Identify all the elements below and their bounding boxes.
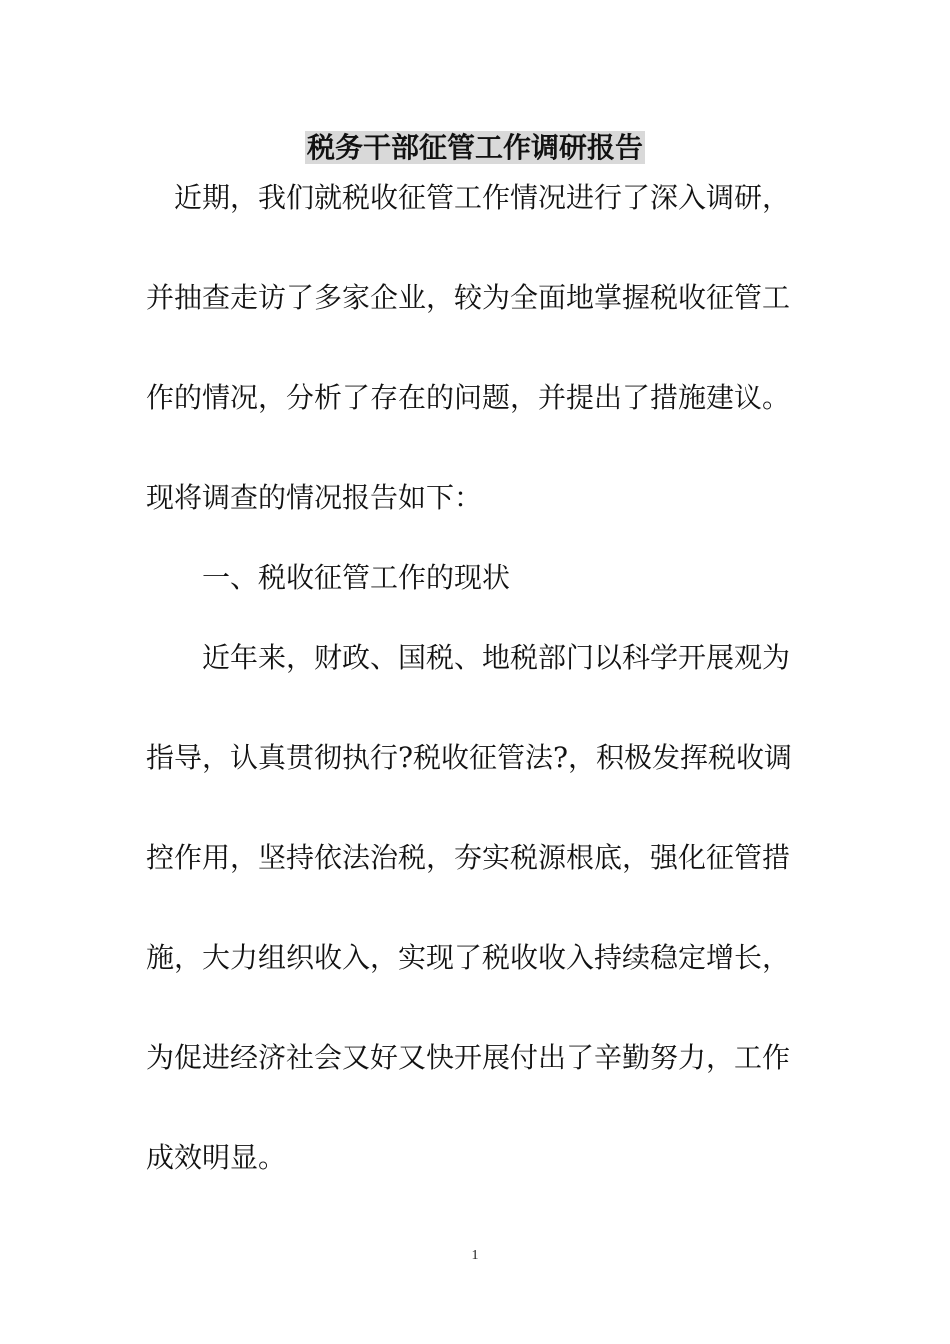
paragraph-line-8: 施，大力组织收入，实现了税收收入持续稳定增长， xyxy=(146,941,791,974)
paragraph-line-4: 现将调查的情况报告如下： xyxy=(146,481,483,514)
paragraph-line-2: 并抽查走访了多家企业，较为全面地掌握税收征管工 xyxy=(146,281,791,314)
paragraph-line-3: 作的情况，分析了存在的问题，并提出了措施建议。 xyxy=(146,381,791,414)
document-title xyxy=(0,128,950,168)
section-heading: 一、税收征管工作的现状 xyxy=(202,561,511,594)
paragraph-line-7: 控作用，坚持依法治税，夯实税源根底，强化征管措 xyxy=(146,841,791,874)
paragraph-line-9: 为促进经济社会又好又快开展付出了辛勤努力，工作 xyxy=(146,1041,791,1074)
document-title-text: 税务干部征管工作调研报告 xyxy=(306,131,643,164)
paragraph-line-5: 近年来，财政、国税、地税部门以科学开展观为 xyxy=(202,641,791,674)
paragraph-line-10: 成效明显。 xyxy=(146,1141,287,1174)
page-number: 1 xyxy=(471,1248,479,1263)
paragraph-line-1: 近期，我们就税收征管工作情况进行了深入调研， xyxy=(174,181,791,214)
paragraph-line-6: 指导，认真贯彻执行?税收征管法?，积极发挥税收调 xyxy=(146,741,793,774)
